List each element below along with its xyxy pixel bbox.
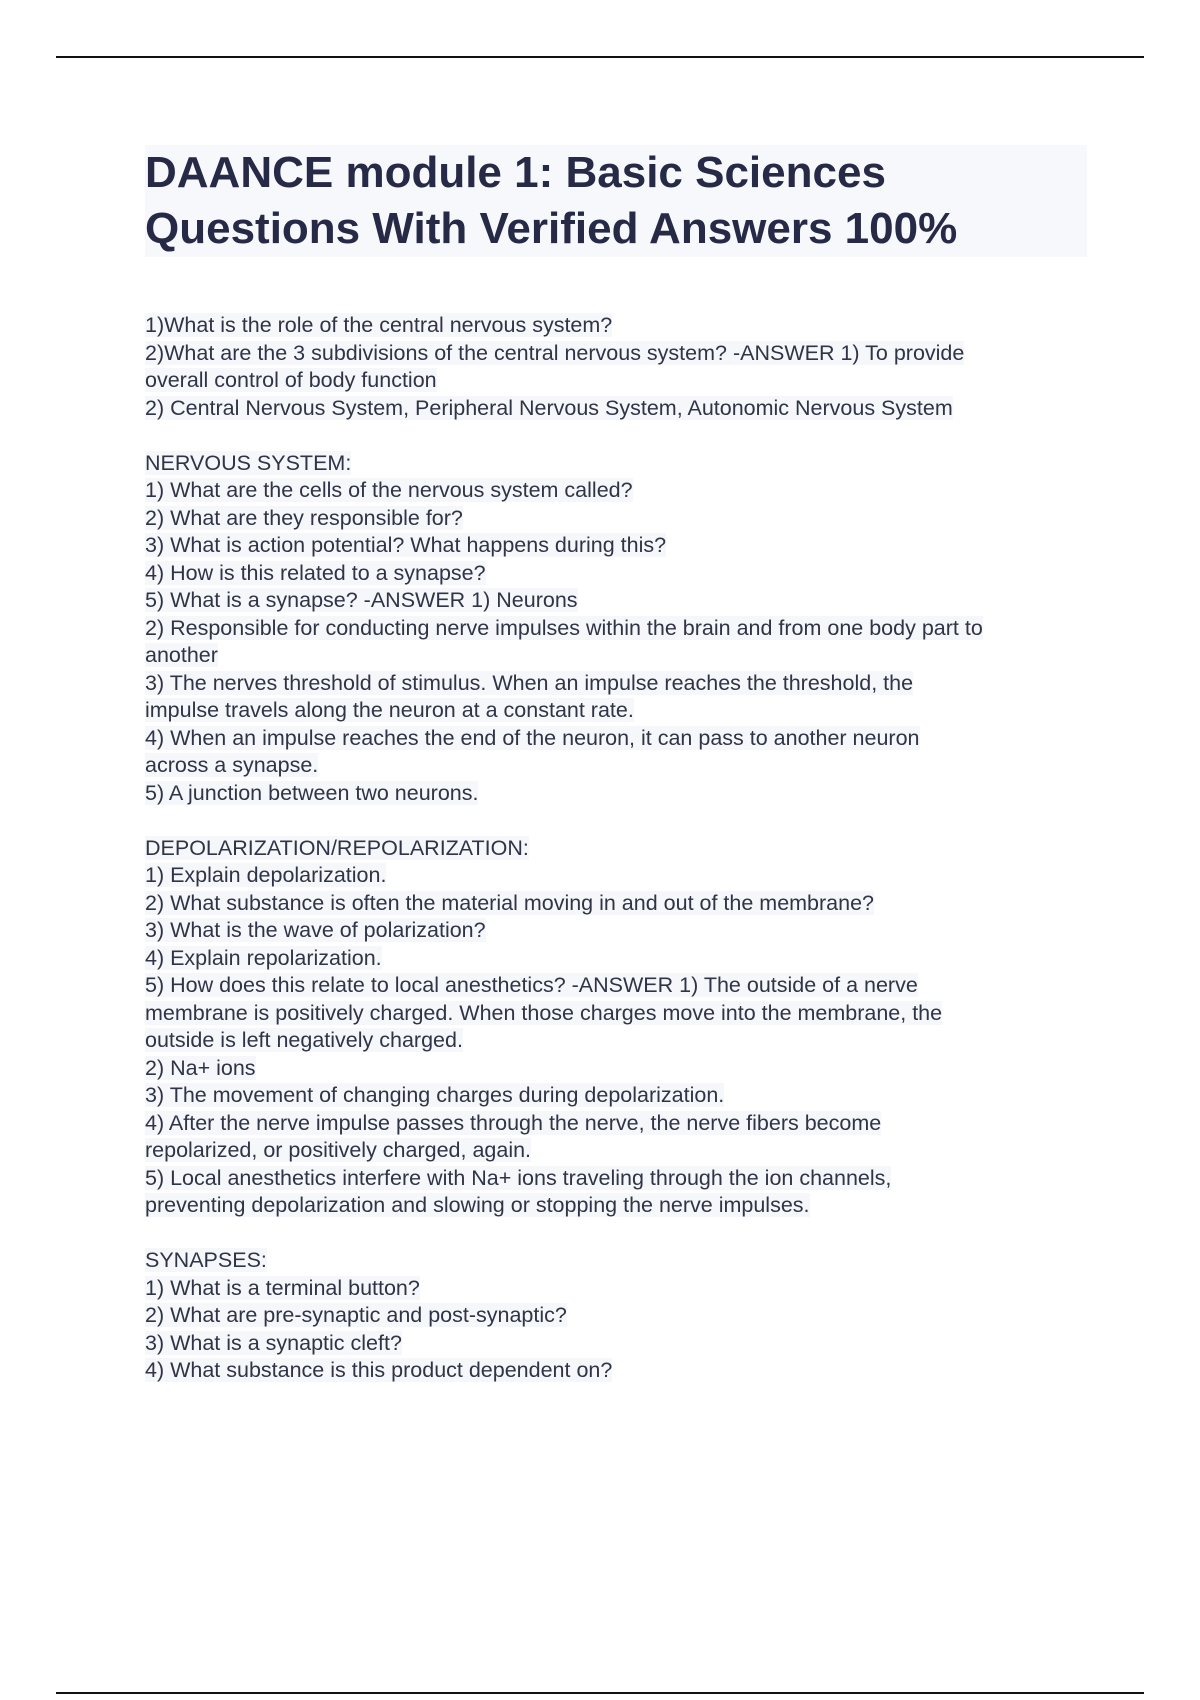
text-line [145, 890, 1095, 918]
text-line-content: 4) When an impulse reaches the end of the neuron, it can pass to another neuron [145, 725, 920, 750]
text-line [145, 780, 1095, 808]
text-line [145, 477, 1095, 505]
text-line [145, 917, 1095, 945]
section-4 [145, 1247, 1095, 1385]
text-line [145, 862, 1095, 890]
section-2 [145, 450, 1095, 808]
text-line-content: 1) What is a terminal button? [145, 1275, 420, 1300]
text-line [145, 532, 1095, 560]
text-line [145, 752, 1095, 780]
text-line-content: 2) Na+ ions [145, 1055, 256, 1080]
text-line-content: outside is left negatively charged. [145, 1028, 463, 1052]
text-line [145, 1247, 1095, 1275]
text-line-content: across a synapse. [145, 753, 319, 777]
text-line-content: 1) Explain depolarization. [145, 863, 387, 887]
text-line-content: 2) What substance is often the material moving in and out of the membrane? [145, 890, 875, 915]
text-line-content: 5) What is a synapse? -ANSWER 1) Neurons [145, 588, 578, 612]
text-line-content: 3) What is a synaptic cleft? [145, 1330, 402, 1355]
text-line-content: 3) The movement of changing charges during depolarization. [145, 1083, 725, 1107]
text-line [145, 1302, 1095, 1330]
document-title [145, 145, 1087, 257]
text-line-content: 5) How does this relate to local anesthetics? -ANSWER 1) The outside of a nerve [145, 973, 918, 997]
title-line-2: Questions With Verified Answers 100% [145, 201, 1087, 257]
text-line [145, 587, 1095, 615]
text-line-content: 1)What is the role of the central nervous system? [145, 313, 613, 337]
text-line-content: 4) Explain repolarization. [145, 945, 382, 970]
document-body [145, 312, 1095, 1412]
text-line-content: NERVOUS SYSTEM: [145, 450, 352, 475]
text-line-content: 4) After the nerve impulse passes through the nerve, the nerve fibers become [145, 1110, 882, 1135]
text-line [145, 340, 1095, 368]
text-line [145, 1357, 1095, 1385]
text-line [145, 642, 1095, 670]
text-line-content: 3) What is the wave of polarization? [145, 918, 486, 942]
text-line-content: impulse travels along the neuron at a constant rate. [145, 698, 634, 722]
text-line-content: membrane is positively charged. When those charges move into the membrane, the [145, 1000, 943, 1025]
text-line-content: 5) Local anesthetics interfere with Na+ ions traveling through the ion channels, [145, 1165, 892, 1190]
text-line [145, 1000, 1095, 1028]
text-line-content: DEPOLARIZATION/REPOLARIZATION: [145, 835, 529, 860]
text-line-content: SYNAPSES: [145, 1248, 267, 1272]
text-line-content: 2)What are the 3 subdivisions of the central nervous system? -ANSWER 1) To provide [145, 340, 965, 365]
text-line [145, 945, 1095, 973]
text-line [145, 312, 1095, 340]
top-rule [56, 56, 1144, 58]
text-line-content: 1) What are the cells of the nervous system called? [145, 478, 633, 502]
text-line-content: 2) Central Nervous System, Peripheral Nervous System, Autonomic Nervous System [145, 395, 953, 420]
text-line [145, 835, 1095, 863]
bottom-rule [56, 1692, 1144, 1694]
text-line [145, 1192, 1095, 1220]
text-line-content: preventing depolarization and slowing or stopping the nerve impulses. [145, 1193, 810, 1217]
text-line-content: 2) What are pre-synaptic and post-synaptic? [145, 1303, 567, 1327]
text-line [145, 1165, 1095, 1193]
text-line-content: 4) How is this related to a synapse? [145, 560, 486, 585]
text-line-content: overall control of body function [145, 368, 437, 392]
text-line [145, 1027, 1095, 1055]
text-line-content: 2) What are they responsible for? [145, 505, 463, 530]
section-1 [145, 312, 1095, 422]
text-line-content: another [145, 643, 218, 667]
text-line [145, 1055, 1095, 1083]
text-line [145, 1082, 1095, 1110]
text-line [145, 450, 1095, 478]
text-line-content: repolarized, or positively charged, again. [145, 1138, 532, 1162]
text-line [145, 670, 1095, 698]
text-line [145, 697, 1095, 725]
text-line [145, 1275, 1095, 1303]
text-line [145, 367, 1095, 395]
text-line [145, 395, 1095, 423]
text-line [145, 505, 1095, 533]
text-line [145, 1110, 1095, 1138]
text-line [145, 560, 1095, 588]
text-line-content: 3) What is action potential? What happens during this? [145, 533, 667, 557]
title-line-1: DAANCE module 1: Basic Sciences [145, 145, 1087, 201]
text-line [145, 725, 1095, 753]
section-3 [145, 835, 1095, 1220]
text-line-content: 2) Responsible for conducting nerve impulses within the brain and from one body part to [145, 615, 983, 640]
text-line [145, 1137, 1095, 1165]
text-line [145, 1330, 1095, 1358]
text-line-content: 5) A junction between two neurons. [145, 780, 479, 805]
text-line [145, 972, 1095, 1000]
text-line-content: 4) What substance is this product dependent on? [145, 1358, 613, 1382]
text-line [145, 615, 1095, 643]
text-line-content: 3) The nerves threshold of stimulus. When an impulse reaches the threshold, the [145, 670, 914, 695]
